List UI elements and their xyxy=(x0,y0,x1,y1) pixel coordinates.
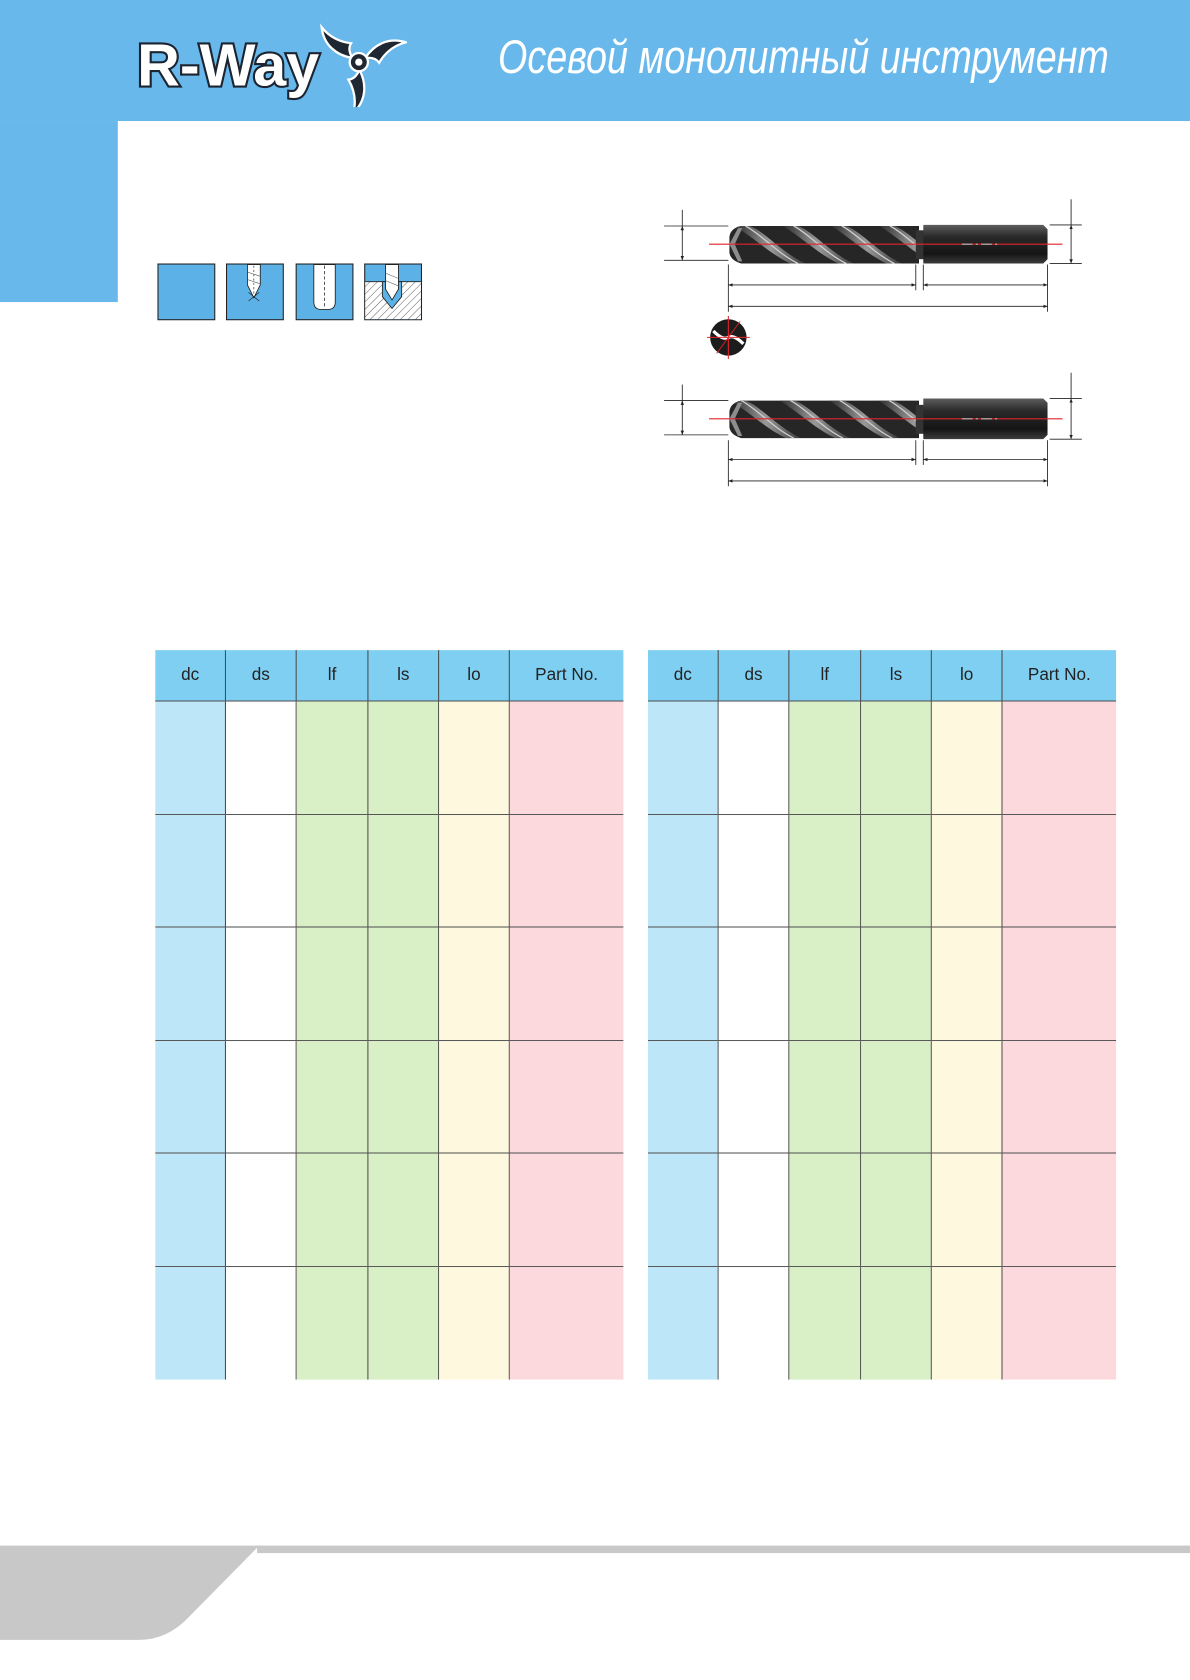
table-cell-lo xyxy=(932,1154,1003,1266)
table-cell-lf xyxy=(789,928,861,1040)
table-row xyxy=(648,928,1116,1041)
table-cell-part-no xyxy=(1003,928,1117,1040)
table-cell-ls xyxy=(861,702,932,814)
table-cell-ds xyxy=(226,702,297,814)
column-header-lo: lo xyxy=(439,650,510,700)
table-cell-part-no xyxy=(510,928,624,1040)
table-cell-part-no xyxy=(1003,815,1117,927)
drilling-into-material-icon xyxy=(365,264,422,320)
drill-point-icon xyxy=(227,264,284,320)
table-cell-ls xyxy=(861,815,932,927)
table-cell-dc xyxy=(648,1041,719,1153)
column-header-lf: lf xyxy=(297,650,369,700)
table-cell-ds xyxy=(719,1267,790,1380)
table-cell-ds xyxy=(719,928,790,1040)
table-row xyxy=(648,702,1116,815)
table-cell-dc xyxy=(155,1154,226,1266)
table-cell-lf xyxy=(297,815,369,927)
table-row xyxy=(155,928,623,1041)
table-row xyxy=(155,702,623,815)
table-row xyxy=(648,815,1116,928)
table-cell-lo xyxy=(932,1041,1003,1153)
column-header-dc: dc xyxy=(155,650,226,700)
table-cell-ls xyxy=(861,1154,932,1266)
footer-line xyxy=(257,1546,1190,1553)
trefoil-blade-icon xyxy=(321,22,405,107)
table-cell-lf xyxy=(297,1041,369,1153)
tool-drawings xyxy=(653,193,1092,493)
logo-text: R-Way xyxy=(137,33,320,99)
dimension-ls xyxy=(923,265,1047,312)
column-header-ls: ls xyxy=(368,650,439,700)
table-cell-dc xyxy=(648,815,719,927)
table-row xyxy=(155,1154,623,1267)
dimension-ds xyxy=(1050,199,1082,263)
table-cell-lo xyxy=(439,815,510,927)
table-row xyxy=(648,1041,1116,1154)
table-header-row xyxy=(648,650,1116,701)
table-cell-part-no xyxy=(510,1041,624,1153)
table-cell-dc xyxy=(155,928,226,1040)
table-cell-dc xyxy=(155,1041,226,1153)
table-cell-part-no xyxy=(1003,702,1117,814)
table-row xyxy=(155,1267,623,1380)
column-header-dc: dc xyxy=(648,650,719,700)
table-cell-ds xyxy=(719,702,790,814)
dimension-lf xyxy=(728,440,915,486)
table-cell-ls xyxy=(368,928,439,1040)
table-cell-part-no xyxy=(1003,1267,1117,1380)
drill-drawing-1 xyxy=(664,199,1082,311)
drill-cross-section xyxy=(707,316,750,359)
footer-corner-shape xyxy=(0,1546,259,1640)
table-cell-lf xyxy=(789,815,861,927)
table-cell-lo xyxy=(439,702,510,814)
table-cell-lo xyxy=(932,1267,1003,1380)
footer-decoration xyxy=(0,1542,1190,1649)
column-header-part-no: Part No. xyxy=(535,665,599,684)
dimension-dc xyxy=(664,210,728,260)
table-cell-ds xyxy=(226,1041,297,1153)
table-cell-ds xyxy=(226,928,297,1040)
column-header-lo: lo xyxy=(932,650,1003,700)
column-header-ds: ds xyxy=(226,650,297,700)
table-row xyxy=(648,1267,1116,1380)
table-cell-ls xyxy=(861,928,932,1040)
table-cell-ds xyxy=(719,1041,790,1153)
column-header-ls: ls xyxy=(861,650,932,700)
column-header-lf: lf xyxy=(789,650,861,700)
table-cell-dc xyxy=(155,1267,226,1380)
table-cell-ds xyxy=(226,1267,297,1380)
table-cell-ds xyxy=(719,1154,790,1266)
r-way-logo xyxy=(129,16,407,107)
table-cell-dc xyxy=(155,702,226,814)
table-cell-dc xyxy=(155,815,226,927)
table-cell-dc xyxy=(648,1267,719,1380)
table-cell-part-no xyxy=(510,1154,624,1266)
table-cell-part-no xyxy=(1003,1041,1117,1153)
application-icons xyxy=(150,257,428,327)
table-cell-dc xyxy=(648,702,719,814)
table-row xyxy=(155,1041,623,1154)
spec-table-right xyxy=(648,650,1116,1379)
table-cell-lf xyxy=(789,702,861,814)
drill-drawing-2 xyxy=(664,373,1082,487)
table-cell-lo xyxy=(932,815,1003,927)
table-row xyxy=(155,815,623,928)
table-cell-lf xyxy=(297,928,369,1040)
table-cell-ls xyxy=(368,1267,439,1380)
table-cell-ls xyxy=(368,702,439,814)
table-cell-ls xyxy=(861,1267,932,1380)
column-header-part-no: Part No. xyxy=(1027,665,1091,684)
table-cell-ds xyxy=(226,815,297,927)
page-title: Осевой монолитный инструмент xyxy=(498,31,1109,84)
table-cell-ls xyxy=(861,1041,932,1153)
table-cell-part-no xyxy=(510,702,624,814)
table-cell-lo xyxy=(932,928,1003,1040)
table-cell-ds xyxy=(226,1154,297,1266)
table-cell-dc xyxy=(648,928,719,1040)
table-cell-lo xyxy=(439,1267,510,1380)
table-cell-dc xyxy=(648,1154,719,1266)
table-cell-ls xyxy=(368,815,439,927)
column-header-ds: ds xyxy=(719,650,790,700)
dimension-dc xyxy=(664,385,728,435)
table-cell-lo xyxy=(439,1041,510,1153)
table-cell-ds xyxy=(719,815,790,927)
table-cell-part-no xyxy=(510,1267,624,1380)
table-cell-lf xyxy=(789,1154,861,1266)
blind-hole-icon xyxy=(296,264,353,320)
table-cell-ls xyxy=(368,1154,439,1266)
table-cell-lo xyxy=(439,928,510,1040)
table-cell-part-no xyxy=(1003,1154,1117,1266)
table-cell-lf xyxy=(297,702,369,814)
spec-table-left xyxy=(155,650,623,1379)
dimension-ds xyxy=(1050,373,1082,439)
table-cell-lo xyxy=(439,1154,510,1266)
table-cell-lf xyxy=(789,1041,861,1153)
dimension-lf xyxy=(728,265,915,312)
table-cell-lo xyxy=(932,702,1003,814)
table-cell-lf xyxy=(297,1154,369,1266)
blank-application-icon xyxy=(158,264,215,320)
table-row xyxy=(648,1154,1116,1267)
table-cell-lf xyxy=(297,1267,369,1380)
table-header-row xyxy=(155,650,623,701)
table-cell-part-no xyxy=(510,815,624,927)
dimension-ls xyxy=(923,440,1047,486)
table-cell-ls xyxy=(368,1041,439,1153)
side-tab xyxy=(0,121,118,302)
table-cell-lf xyxy=(789,1267,861,1380)
